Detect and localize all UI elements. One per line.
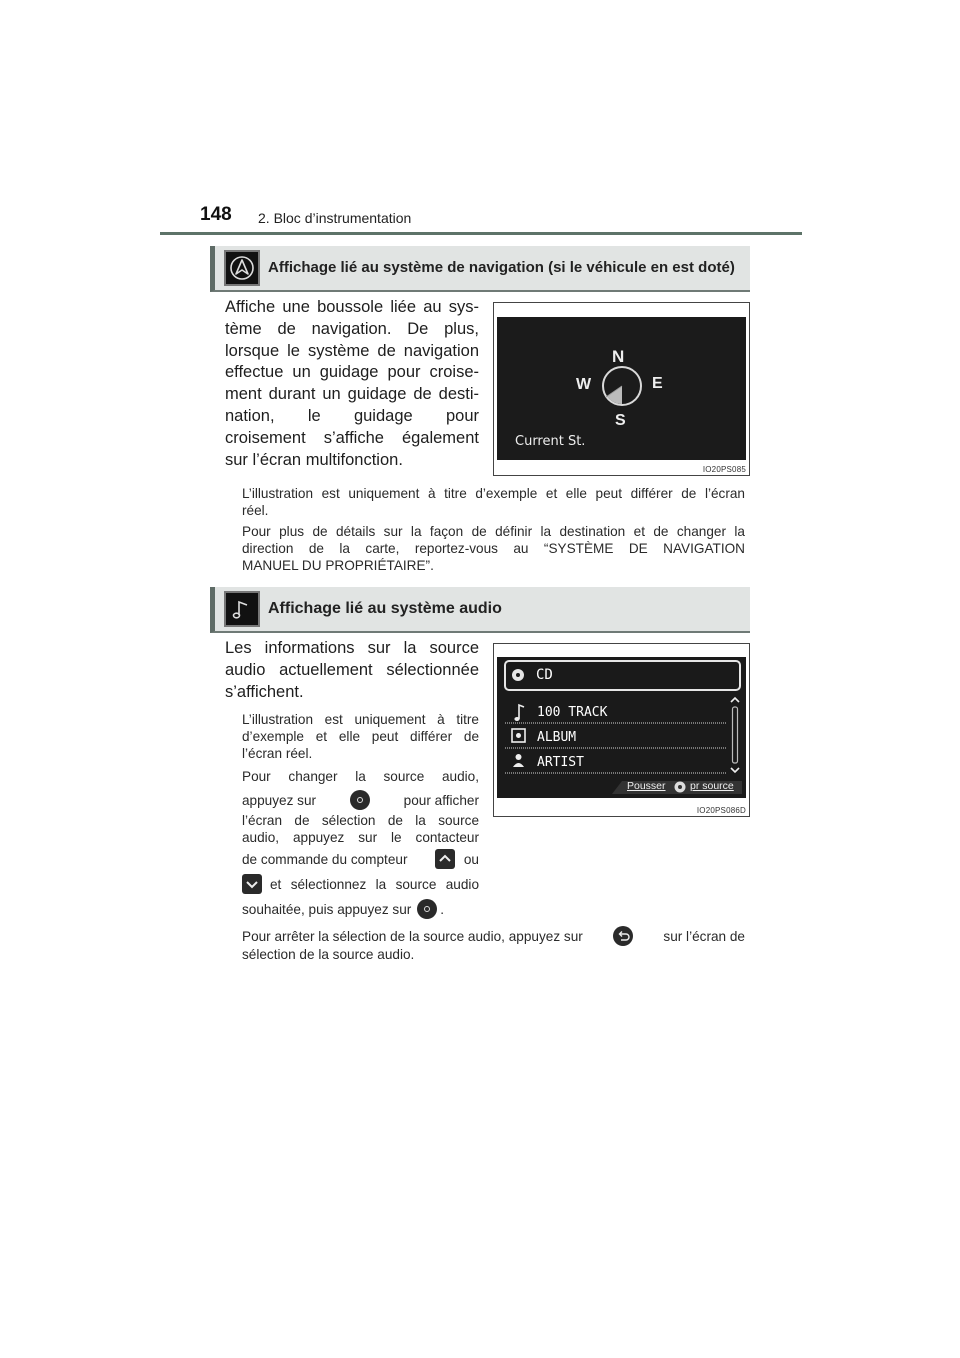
text-line: sur l’écran multifonction.: [225, 450, 403, 469]
text-fragment: appuyez sur: [242, 792, 317, 808]
navigation-description: [225, 297, 479, 471]
figure-caption: IO20PS086D: [696, 806, 746, 815]
text-fragment: souhaitée, puis appuyez sur: [242, 901, 412, 917]
audio-note-stop-selection: [242, 926, 745, 963]
text-line: Pour changer la source audio,: [242, 769, 479, 784]
text-line: Pour plus de détails sur la façon de définir la destination et de changer la: [242, 524, 745, 539]
text-line: [242, 788, 479, 812]
text-line: L’illustration est uniquement à titre: [242, 712, 479, 727]
audio-source-title: CD: [536, 667, 553, 683]
text-line: l’écran réel.: [242, 746, 313, 761]
navigation-figure: [493, 302, 750, 476]
text-line: nation, le guidage pour: [225, 406, 479, 425]
compass-display: [494, 303, 749, 475]
text-line: audio actuellement sélectionnée: [225, 660, 479, 679]
control-button-icon: [350, 790, 370, 810]
text-fragment: de commande du compteur: [242, 851, 408, 867]
audio-row-artist: ARTIST: [537, 755, 584, 770]
text-line: MANUEL DU PROPRIÉTAIRE”.: [242, 558, 434, 573]
text-fragment: ou: [463, 851, 479, 867]
text-line: lorsque le système de navigation: [225, 341, 479, 360]
chevron-down-icon: [242, 874, 262, 894]
audio-row-track: 100 TRACK: [537, 705, 608, 720]
text-line: effectue un guidage pour croise-: [225, 363, 479, 382]
hint-source-label: pr source: [690, 780, 734, 792]
compass-north-label: N: [612, 347, 625, 366]
current-street-label: Current St.: [515, 434, 586, 449]
section-title-audio: Affichage lié au système audio: [268, 600, 502, 617]
hint-push-label: Pousser: [627, 780, 666, 792]
text-line: ment durant un guidage de desti-: [225, 385, 479, 404]
text-line: Les informations sur la source: [225, 639, 479, 657]
text-line: réel.: [242, 503, 269, 518]
audio-row-album: ALBUM: [537, 730, 577, 745]
chevron-up-icon: [435, 849, 455, 869]
figure-caption: IO20PS085: [702, 465, 746, 474]
text-line: audio, appuyez sur le contacteur: [242, 830, 479, 845]
audio-figure: [493, 643, 750, 817]
section-title-navigation: Affichage lié au système de navigation (si le véhicule en est doté): [268, 259, 735, 276]
back-icon: [613, 926, 633, 946]
text-line: l’écran de sélection de la source: [242, 813, 479, 828]
chapter-title: 2. Bloc d’instrumentation: [258, 210, 412, 226]
text-fragment: et sélectionnez la source audio: [270, 876, 479, 892]
text-line: [242, 872, 479, 896]
text-line: direction de la carte, reportez-vous au “SYSTÈME DE NAVIGATION: [242, 541, 745, 556]
text-fragment: sur l’écran de: [663, 928, 745, 944]
text-fragment: .: [440, 901, 445, 917]
audio-note-change-source: [242, 768, 479, 922]
text-line: d’exemple et elle peut différer de: [242, 729, 479, 744]
text-line: Affiche une boussole liée au sys-: [225, 298, 479, 316]
navigation-note-illustration: [242, 485, 745, 519]
text-line: s’affichent.: [225, 682, 304, 701]
section-header-navigation: [210, 246, 750, 292]
audio-description: [225, 638, 479, 703]
text-line: sélection de la source audio.: [242, 947, 415, 962]
page-number: 148: [200, 204, 232, 225]
text-line: L’illustration est uniquement à titre d’exemple et elle peut différer de l’écran: [242, 486, 745, 501]
header-divider: [160, 232, 802, 235]
text-line: tème de navigation. De plus,: [225, 319, 479, 338]
text-line: [242, 846, 479, 872]
text-line: [242, 896, 479, 922]
text-line: [242, 926, 745, 946]
text-fragment: Pour arrêter la sélection de la source audio, appuyez sur: [242, 928, 583, 944]
audio-note-illustration: [242, 711, 479, 762]
control-button-icon: [417, 899, 437, 919]
navigation-note-details: [242, 523, 745, 574]
compass-south-label: S: [615, 412, 626, 429]
navigation-arrow-icon: [224, 250, 260, 286]
compass-east-label: E: [652, 375, 663, 392]
text-fragment: pour afficher: [403, 792, 479, 808]
compass-west-label: W: [576, 376, 592, 393]
text-line: croisement s’affiche également: [225, 428, 479, 447]
music-note-icon: [224, 591, 260, 627]
section-header-audio: [210, 587, 750, 633]
